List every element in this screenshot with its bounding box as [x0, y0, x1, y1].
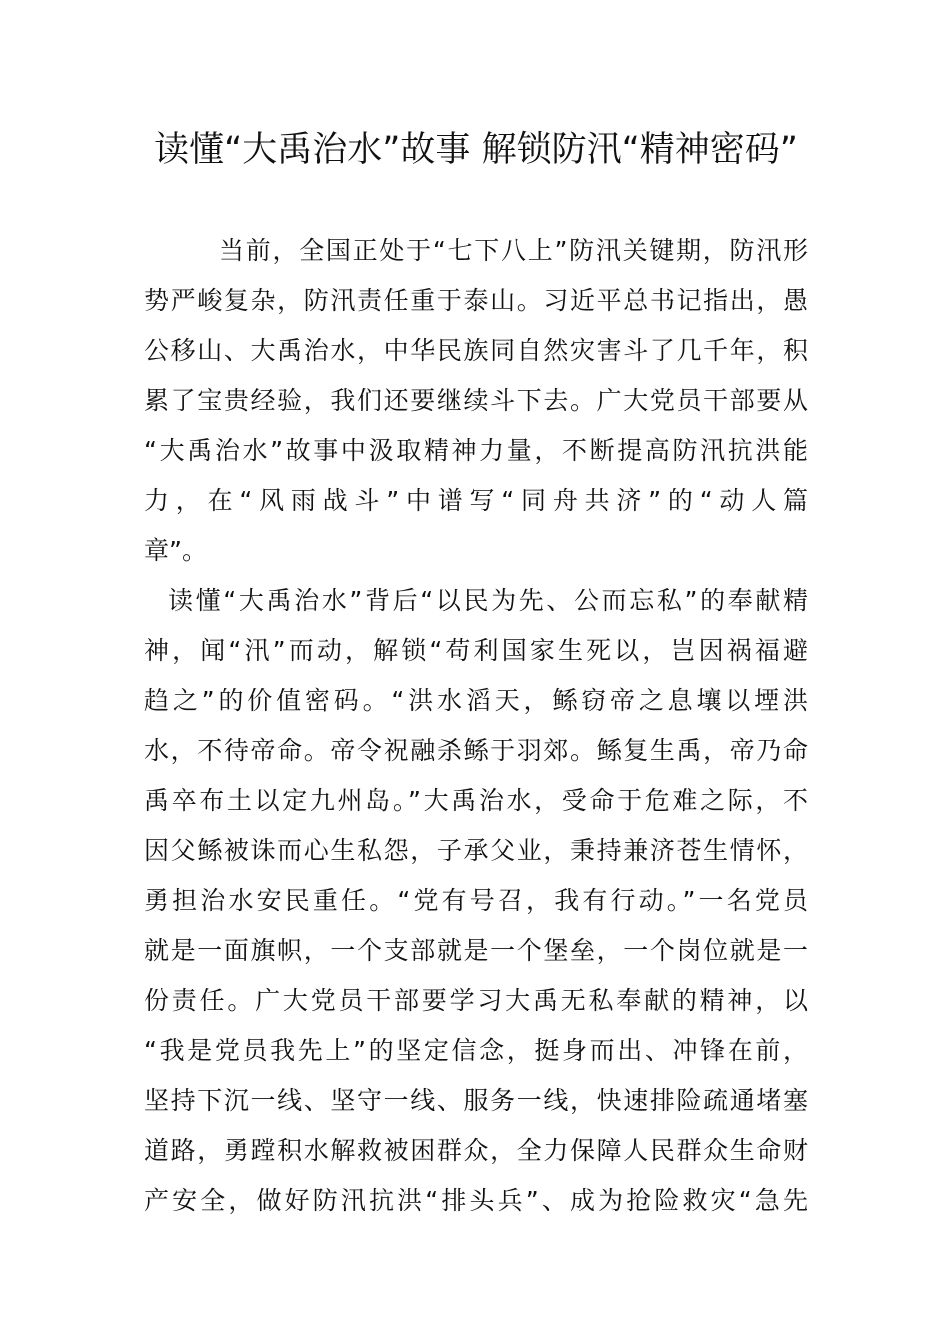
body-line: “我是党员我先上”的坚定信念，挺身而出、冲锋在前， — [144, 1036, 808, 1065]
body-line: 就是一面旗帜，一个支部就是一个堡垒，一个岗位就是一 — [144, 936, 808, 965]
body-line: 读懂“大禹治水”背后“以民为先、公而忘私”的奉献精 — [168, 586, 808, 615]
body-line: 份责任。广大党员干部要学习大禹无私奉献的精神，以 — [144, 986, 808, 1015]
article-title: 读懂“大禹治水”故事 解锁防汛“精神密码” — [154, 130, 798, 170]
body-line: 勇担治水安民重任。“党有号召，我有行动。”一名党员 — [144, 886, 808, 915]
body-line: 公移山、大禹治水，中华民族同自然灾害斗了几千年，积 — [144, 336, 808, 365]
body-line: 力，在“风雨战斗”中谱写“同舟共济”的“动人篇 — [144, 486, 808, 515]
body-line: 禹卒布土以定九州岛。”大禹治水，受命于危难之际，不 — [144, 786, 808, 815]
body-line: 水，不待帝命。帝令祝融杀鲧于羽郊。鲧复生禹，帝乃命 — [144, 736, 808, 765]
body-line: 趋之”的价值密码。“洪水滔天，鲧窃帝之息壤以堙洪 — [144, 686, 808, 715]
body-line: “大禹治水”故事中汲取精神力量，不断提高防汛抗洪能 — [144, 436, 808, 465]
body-line: 当前，全国正处于“七下八上”防汛关键期，防汛形 — [219, 236, 808, 265]
body-line: 坚持下沉一线、坚守一线、服务一线，快速排险疏通堵塞 — [144, 1086, 808, 1115]
body-line: 道路，勇蹚积水解救被困群众，全力保障人民群众生命财 — [144, 1136, 808, 1165]
body-line: 累了宝贵经验，我们还要继续斗下去。广大党员干部要从 — [144, 386, 808, 415]
body-line: 产安全，做好防汛抗洪“排头兵”、成为抢险救灾“急先 — [144, 1186, 808, 1215]
body-line: 因父鲧被诛而心生私怨，子承父业，秉持兼济苍生情怀， — [144, 836, 808, 865]
body-line: 势严峻复杂，防汛责任重于泰山。习近平总书记指出，愚 — [144, 286, 808, 315]
body-line: 章”。 — [144, 536, 207, 565]
article-body — [144, 226, 808, 1226]
body-line: 神，闻“汛”而动，解锁“苟利国家生死以，岂因祸福避 — [144, 636, 808, 665]
